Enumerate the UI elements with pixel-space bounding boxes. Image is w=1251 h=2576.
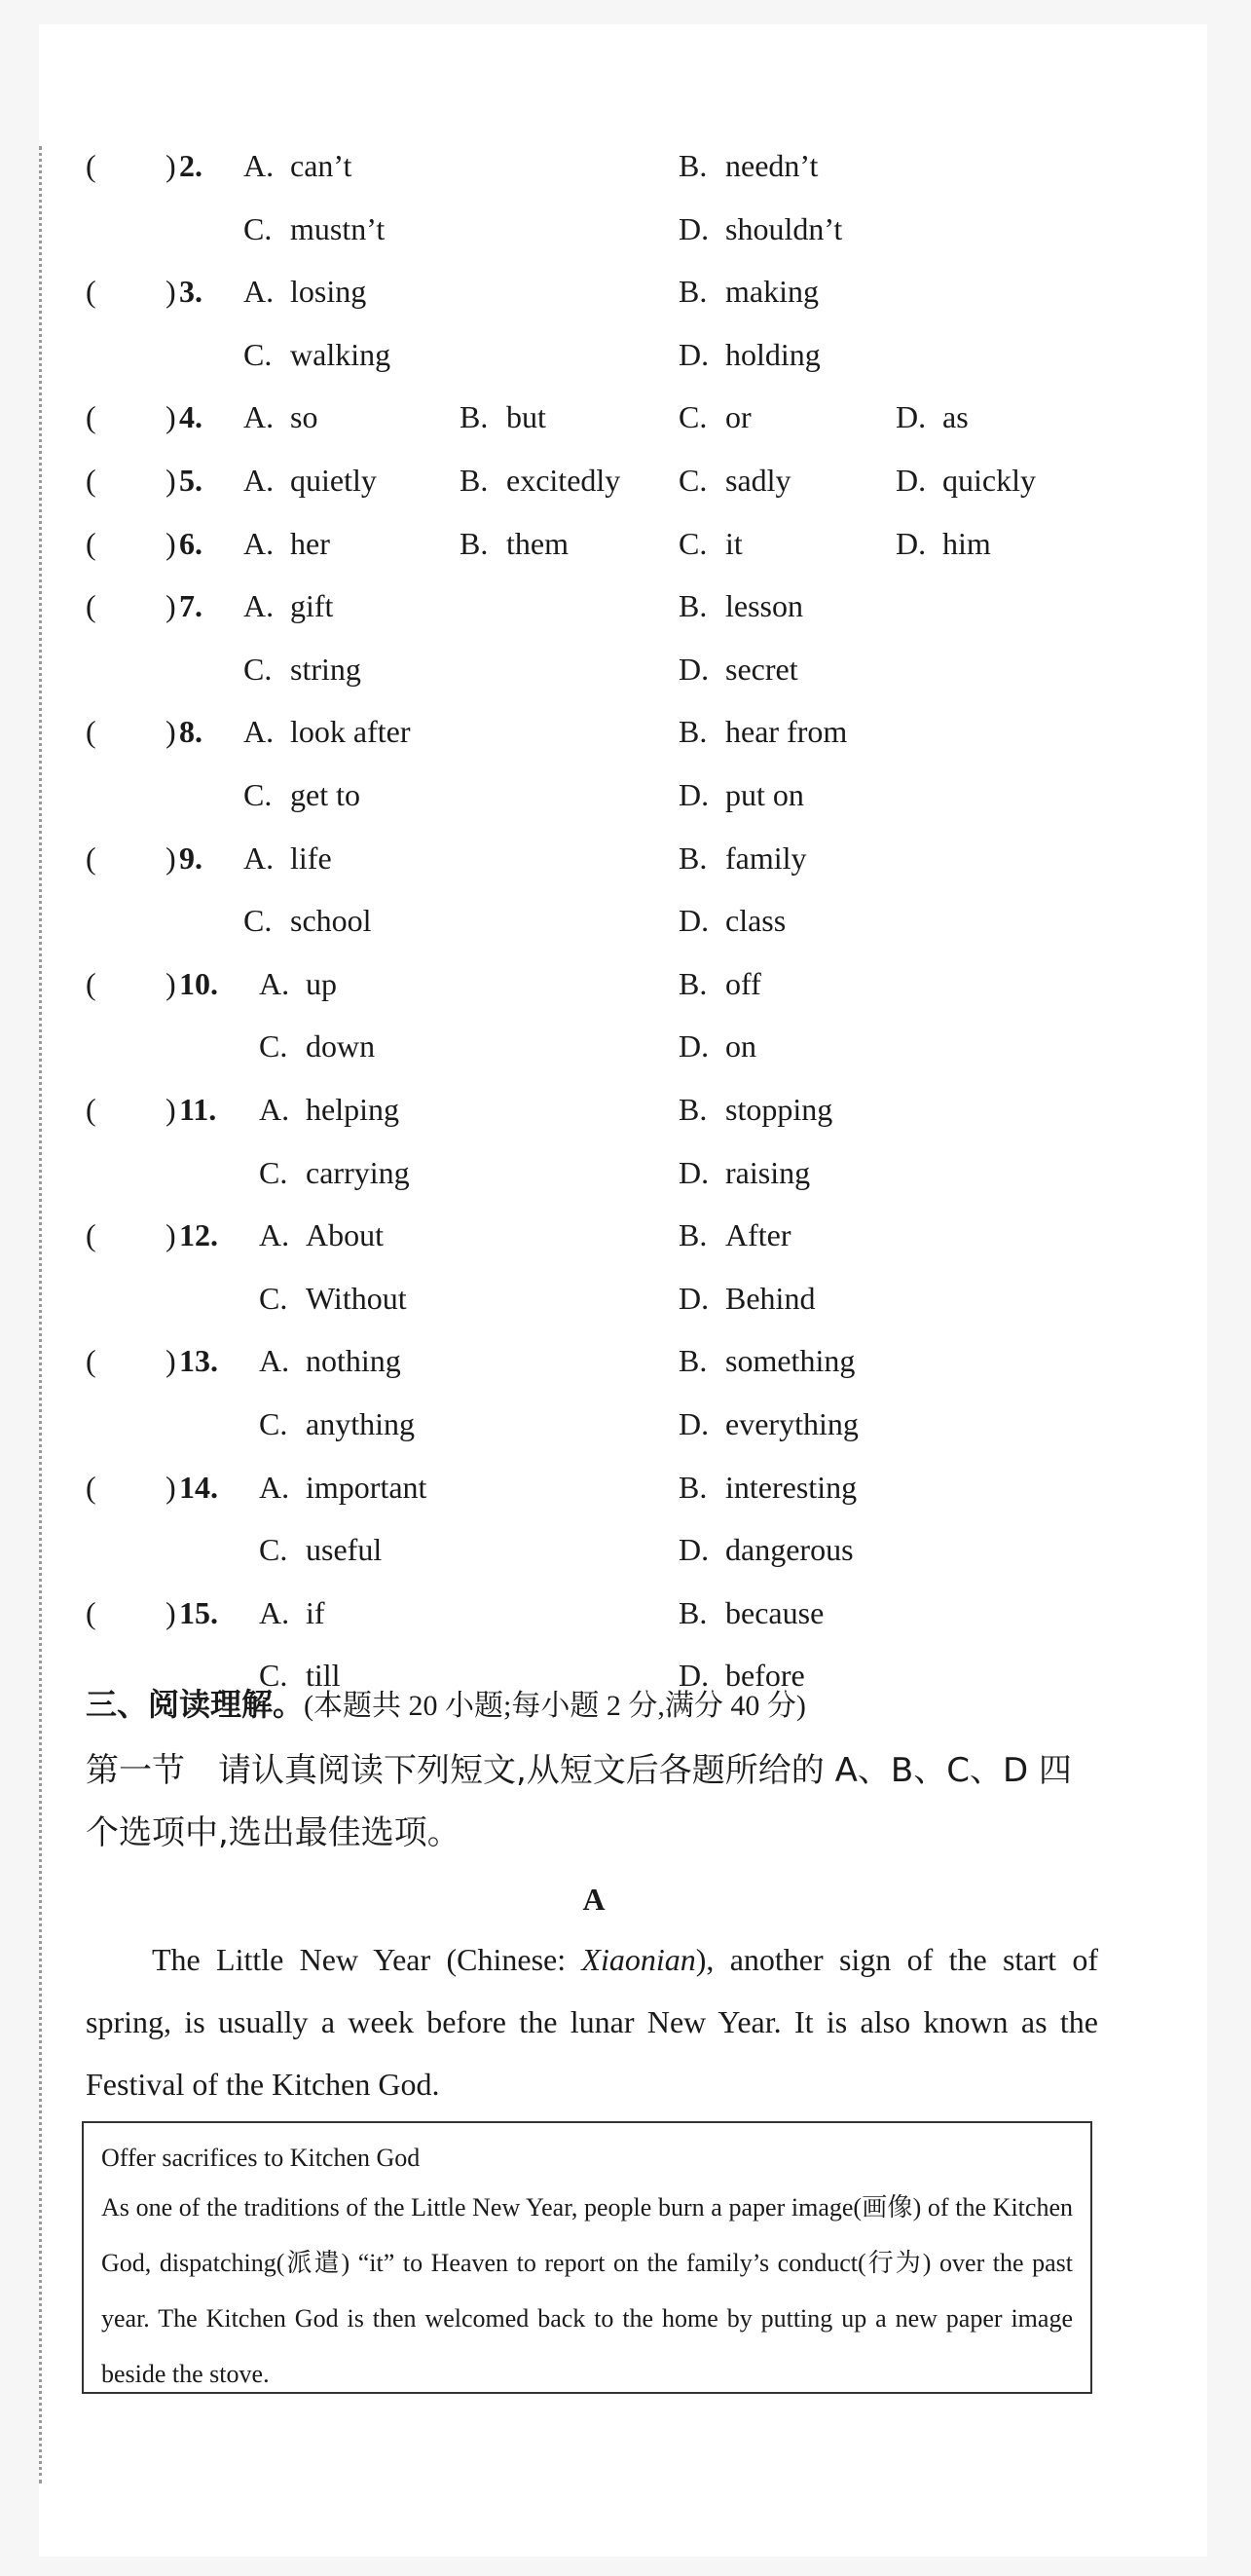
question-number: 5. <box>179 463 202 498</box>
answer-blank-open[interactable]: ( <box>86 714 96 750</box>
option-letter: D. <box>679 210 710 246</box>
option <box>679 1143 810 1202</box>
option <box>896 514 991 573</box>
option-letter: D. <box>679 1532 710 1568</box>
answer-blank-close: ) <box>166 714 176 750</box>
option <box>243 577 333 635</box>
answer-blank-open[interactable]: ( <box>86 148 96 183</box>
question-number: 12. <box>179 1217 218 1253</box>
option <box>679 829 807 887</box>
answer-blank-open[interactable]: ( <box>86 1469 96 1505</box>
option-text: gift <box>290 588 334 624</box>
option-letter: B. <box>679 714 708 750</box>
option-text: Without <box>306 1280 407 1316</box>
passage-text-before: The Little New Year (Chinese: <box>152 1942 582 1977</box>
option-letter: B. <box>679 1092 708 1127</box>
answer-blank-close: ) <box>166 965 176 1001</box>
question-number: 15. <box>179 1594 218 1630</box>
option-letter: C. <box>259 1406 288 1441</box>
option <box>679 1331 855 1390</box>
option <box>679 1584 824 1642</box>
option-text: losing <box>290 274 367 310</box>
option-letter: A. <box>259 1469 290 1505</box>
option-letter: C. <box>259 1154 288 1190</box>
option <box>679 451 791 509</box>
option <box>679 954 761 1013</box>
option <box>679 1395 859 1453</box>
passage-label: A <box>582 1882 606 1917</box>
binding-dotted-line <box>39 146 42 2483</box>
option-letter: D. <box>679 1406 710 1441</box>
option <box>259 1395 415 1453</box>
option-text: dangerous <box>725 1532 854 1568</box>
option-letter: A. <box>243 840 275 876</box>
answer-blank-close: ) <box>166 1469 176 1505</box>
option-text: school <box>290 903 372 939</box>
option <box>259 1584 325 1642</box>
option-letter: C. <box>243 777 273 812</box>
option-text: him <box>942 525 991 561</box>
option-letter: C. <box>259 1658 288 1694</box>
option <box>259 1017 375 1075</box>
answer-blank-close: ) <box>166 1343 176 1379</box>
answer-blank-close: ) <box>166 1092 176 1127</box>
option-letter: A. <box>243 588 275 624</box>
option <box>259 1206 384 1264</box>
passage-text-after: ), another sign of the start of spring, is usually a week before the lunar New Year. It is also known as the Festival of the Kitchen God. <box>86 1942 1099 2102</box>
option-text: her <box>290 525 330 561</box>
question-number: 8. <box>179 714 202 750</box>
option-letter: A. <box>243 274 275 310</box>
option-text: them <box>506 525 569 561</box>
section-note: (本题共 20 小题;每小题 2 分,满分 40 分) <box>304 1690 806 1722</box>
info-box <box>82 2121 1092 2394</box>
option-letter: C. <box>679 525 708 561</box>
option-letter: A. <box>243 399 275 435</box>
option-text: raising <box>725 1154 811 1190</box>
option <box>679 136 818 195</box>
answer-blank-close: ) <box>166 1594 176 1630</box>
option-text: up <box>306 965 337 1001</box>
option-letter: B. <box>679 1594 708 1630</box>
option-text: After <box>725 1217 791 1253</box>
option-text: carrying <box>306 1154 410 1190</box>
option-letter: A. <box>259 1092 290 1127</box>
question-number: 3. <box>179 274 202 310</box>
option-letter: B. <box>679 965 708 1001</box>
option <box>679 577 803 635</box>
option-letter: B. <box>679 148 708 183</box>
answer-blank-open[interactable]: ( <box>86 1594 96 1630</box>
option <box>896 388 969 446</box>
option-text: important <box>306 1469 427 1505</box>
option-text: Behind <box>725 1280 816 1316</box>
option-letter: C. <box>243 210 273 246</box>
option-letter: D. <box>679 1154 710 1190</box>
option <box>679 891 786 950</box>
option <box>243 514 330 573</box>
option-letter: C. <box>259 1532 288 1568</box>
option-text: helping <box>306 1092 399 1127</box>
option-text: off <box>725 965 761 1001</box>
option <box>679 765 804 824</box>
option <box>679 1269 815 1327</box>
option-text: get to <box>290 777 360 812</box>
option-letter: D. <box>679 1028 710 1064</box>
option <box>679 1520 854 1579</box>
option-text: class <box>725 903 787 939</box>
option-letter: D. <box>679 903 710 939</box>
option-letter: D. <box>679 777 710 812</box>
answer-blank-open[interactable]: ( <box>86 525 96 561</box>
passage-paragraph <box>86 1928 1098 2115</box>
option-letter: A. <box>259 1594 290 1630</box>
option-letter: D. <box>679 1280 710 1316</box>
answer-blank-close: ) <box>166 840 176 876</box>
answer-blank-close: ) <box>166 463 176 498</box>
option <box>460 388 546 446</box>
option-text: useful <box>306 1532 383 1568</box>
option-text: it <box>725 525 743 561</box>
option-letter: A. <box>259 1343 290 1379</box>
option-text: before <box>725 1658 805 1694</box>
option <box>679 1458 857 1516</box>
option-letter: B. <box>679 274 708 310</box>
option-text: excitedly <box>506 463 621 498</box>
option-letter: C. <box>243 903 273 939</box>
option <box>243 325 390 384</box>
question-number: 11. <box>179 1092 217 1127</box>
option-text: holding <box>725 336 821 372</box>
option-letter: C. <box>259 1028 288 1064</box>
option <box>259 1520 382 1579</box>
option-letter: A. <box>259 965 290 1001</box>
section-instruction: 第一节 请认真阅读下列短文,从短文后各题所给的 A、B、C、D 四个选项中,选出最佳选项。 <box>86 1751 1072 1852</box>
section-heading <box>86 1675 806 1736</box>
option-letter: B. <box>460 525 489 561</box>
answer-blank-close: ) <box>166 274 176 310</box>
option-text: mustn’t <box>290 210 386 246</box>
answer-blank-close: ) <box>166 588 176 624</box>
option <box>259 1458 426 1516</box>
answer-blank-open[interactable]: ( <box>86 274 96 310</box>
option <box>243 136 351 195</box>
option-text: making <box>725 274 819 310</box>
option-letter: C. <box>679 399 708 435</box>
passage-italic-term: Xiaonian <box>581 1942 696 1977</box>
option-letter: B. <box>679 1217 708 1253</box>
answer-blank-open[interactable]: ( <box>86 840 96 876</box>
option-letter: C. <box>679 463 708 498</box>
option-text: quietly <box>290 463 377 498</box>
option-text: something <box>725 1343 856 1379</box>
answer-blank-close: ) <box>166 148 176 183</box>
option-letter: C. <box>243 336 273 372</box>
option-text: lesson <box>725 588 803 624</box>
option-text: put on <box>725 777 804 812</box>
answer-blank-open[interactable]: ( <box>86 1343 96 1379</box>
question-number: 9. <box>179 840 202 876</box>
option-text: down <box>306 1028 376 1064</box>
option <box>679 388 752 446</box>
option <box>243 388 317 446</box>
option-text: as <box>942 399 969 435</box>
option-letter: A. <box>243 525 275 561</box>
option <box>243 702 411 761</box>
option <box>679 514 743 573</box>
option <box>679 1017 756 1075</box>
option <box>243 891 372 950</box>
option-text: can’t <box>290 148 352 183</box>
option <box>259 1331 401 1390</box>
question-number: 4. <box>179 399 202 435</box>
answer-blank-open[interactable]: ( <box>86 1092 96 1127</box>
option <box>679 325 821 384</box>
option-letter: D. <box>896 399 927 435</box>
option-text: shouldn’t <box>725 210 843 246</box>
option-text: nothing <box>306 1343 401 1379</box>
option-letter: D. <box>896 463 927 498</box>
option-text: interesting <box>725 1469 858 1505</box>
option-letter: B. <box>679 1469 708 1505</box>
option <box>679 1080 832 1139</box>
option-text: life <box>290 840 332 876</box>
answer-blank-close: ) <box>166 525 176 561</box>
option-text: string <box>290 651 361 687</box>
option-text: if <box>306 1594 325 1630</box>
option-letter: B. <box>679 588 708 624</box>
option <box>679 640 798 698</box>
answer-blank-open[interactable]: ( <box>86 588 96 624</box>
option-letter: A. <box>243 148 275 183</box>
option-text: family <box>725 840 807 876</box>
question-number: 2. <box>179 148 202 183</box>
question-number: 7. <box>179 588 202 624</box>
option-letter: C. <box>259 1280 288 1316</box>
option-text: hear from <box>725 714 848 750</box>
option <box>259 1143 410 1202</box>
option-text: or <box>725 399 752 435</box>
option-text: everything <box>725 1406 859 1441</box>
option <box>259 954 337 1013</box>
option-letter: B. <box>460 399 489 435</box>
option-letter: A. <box>243 463 275 498</box>
option-text: anything <box>306 1406 415 1441</box>
option <box>679 1206 791 1264</box>
option-text: walking <box>290 336 391 372</box>
option-letter: D. <box>679 651 710 687</box>
option <box>679 200 842 258</box>
option-letter: C. <box>243 651 273 687</box>
answer-blank-close: ) <box>166 399 176 435</box>
option <box>460 514 569 573</box>
option-letter: A. <box>259 1217 290 1253</box>
answer-blank-open[interactable]: ( <box>86 965 96 1001</box>
option <box>259 1080 399 1139</box>
option-text: look after <box>290 714 411 750</box>
option-letter: B. <box>460 463 489 498</box>
option <box>896 451 1036 509</box>
option-text: on <box>725 1028 756 1064</box>
option-text: quickly <box>942 463 1036 498</box>
option-text: till <box>306 1658 341 1694</box>
option-letter: A. <box>243 714 275 750</box>
option-text: because <box>725 1594 825 1630</box>
option-letter: D. <box>679 336 710 372</box>
option <box>243 640 361 698</box>
option <box>243 262 366 320</box>
answer-blank-open[interactable]: ( <box>86 1217 96 1253</box>
option <box>460 451 620 509</box>
question-number: 13. <box>179 1343 218 1379</box>
question-number: 10. <box>179 965 218 1001</box>
question-number: 6. <box>179 525 202 561</box>
section-title: 三、阅读理解。 <box>86 1687 305 1722</box>
option-text: About <box>306 1217 384 1253</box>
option-text: so <box>290 399 318 435</box>
option-letter: D. <box>896 525 927 561</box>
option-text: stopping <box>725 1092 833 1127</box>
option-text: secret <box>725 651 798 687</box>
option <box>243 451 377 509</box>
answer-blank-open[interactable]: ( <box>86 463 96 498</box>
option <box>259 1269 407 1327</box>
option-letter: B. <box>679 1343 708 1379</box>
option <box>679 262 819 320</box>
option-text: needn’t <box>725 148 819 183</box>
option <box>243 765 360 824</box>
option-text: sadly <box>725 463 791 498</box>
option <box>679 702 847 761</box>
info-box-title: Offer sacrifices to Kitchen God <box>101 2144 421 2172</box>
option-text: but <box>506 399 546 435</box>
option-letter: B. <box>679 840 708 876</box>
answer-blank-open[interactable]: ( <box>86 399 96 435</box>
option-letter: D. <box>679 1658 710 1694</box>
answer-blank-close: ) <box>166 1217 176 1253</box>
info-box-text: As one of the traditions of the Little New Year, people burn a paper image(画像) of the Kitchen God, dispatching(派遣) “it” to Heaven to report on the family’s conduct(行为) over the past year. The Kitchen God is then welcomed back to the home by putting up a new paper image beside the stove. <box>101 2193 1073 2388</box>
question-number: 14. <box>179 1469 218 1505</box>
option <box>243 200 385 258</box>
option <box>243 829 332 887</box>
